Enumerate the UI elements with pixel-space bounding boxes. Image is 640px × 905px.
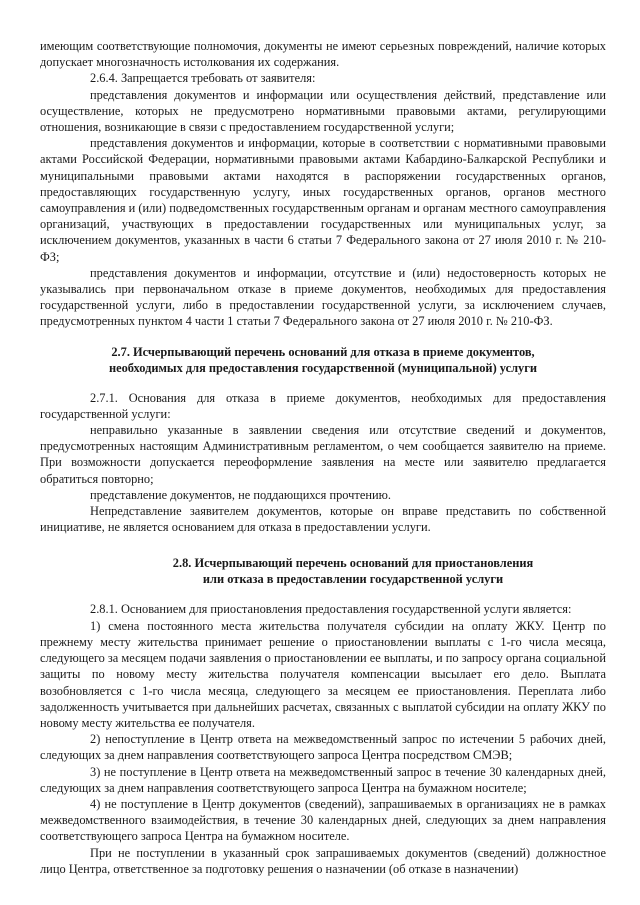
- item-2-8-1: 2.8.1. Основанием для приостановления предоставления государственной услуги является:: [90, 602, 572, 617]
- section-heading-line: 2.8. Исчерпывающий перечень оснований для приостановления: [172, 556, 534, 571]
- paragraph: При не поступлении в указанный срок запрашиваемых документов (сведений) должностное лицо Центра, ответственное за подготовку решения о назначении (об отказе в назначении): [40, 845, 606, 876]
- paragraph: неправильно указанные в заявлении сведения или отсутствие сведений и документов, предусмотренных настоящим Административным регламентом, о чем сообщается заявителю на приеме. При возможности допускается переоформление заявления на месте или заявителю предлагается обратиться повторно;: [40, 423, 606, 486]
- item-2-6-4: 2.6.4. Запрещается требовать от заявителя:: [90, 71, 316, 86]
- section-2-7-heading: [40, 344, 606, 376]
- section-heading-line: необходимых для предоставления государственной (муниципальной) услуги: [108, 360, 538, 375]
- section-heading-line: 2.7. Исчерпывающий перечень оснований для отказа в приеме документов,: [111, 344, 535, 359]
- continuation-paragraph: имеющим соответствующие полномочия, документы не имеют серьезных повреждений, наличие которых допускает многозначность истолкования их содержания.: [40, 39, 606, 70]
- paragraph: 2) непоступление в Центр ответа на межведомственный запрос по истечении 5 рабочих дней, следующих за днем направления соответствующего запроса Центра посредством СМЭВ;: [40, 732, 606, 763]
- paragraph: Непредставление заявителем документов, которые он вправе представить по собственной инициативе, не является основанием для отказа в предоставлении услуги.: [40, 504, 606, 535]
- section-2-8-heading: [40, 555, 606, 587]
- section-heading-line: или отказа в предоставлении государственной услуги: [202, 572, 504, 587]
- paragraph: представления документов и информации или осуществления действий, представление или осуществление, которых не предусмотрено нормативными правовыми актами, регулирующими отношения, возникающие в связи с предоставлением государственной услуги;: [40, 87, 606, 135]
- paragraph: представления документов и информации, отсутствие и (или) недостоверность которых не указывались при первоначальном отказе в приеме документов, необходимых для предоставления государственной услуги, либо в предоставлении государственной услуги, за исключением случаев, предусмотренных пунктом 4 части 1 статьи 7 Федерального закона от 27 июля 2010 г. № 210-ФЗ.: [40, 265, 606, 329]
- paragraph: 3) не поступление в Центр ответа на межведомственный запрос в течение 30 календарных дней, следующих за днем направления соответствующего запроса Центра на бумажном носителе;: [40, 764, 606, 795]
- paragraph: представление документов, не поддающихся прочтению.: [90, 487, 391, 502]
- paragraph: представления документов и информации, которые в соответствии с нормативными правовыми актами Российской Федерации, нормативными правовыми актами Кабардино-Балкарской Республики и муниципальными правовыми актами находятся в распоряжении государственных органов, предоставляющих государственную услугу, иных государственных органов, органов местного самоуправления и (или) подведомственных государственным органам и органам местного самоуправления организаций, участвующих в предоставлении государственных или муниципальных услуг, за исключением документов, указанных в части 6 статьи 7 Федерального закона от 27 июля 2010 г. № 210-ФЗ;: [40, 136, 606, 264]
- paragraph: 4) не поступление в Центр документов (сведений), запрашиваемых в организациях не в рамках межведомственного взаимодействия, в течение 30 календарных дней, следующих за днем направления соответствующего запроса Центра на бумажном носителе.: [40, 796, 606, 844]
- item-2-7-1: 2.7.1. Основания для отказа в приеме документов, необходимых для предоставления государственной услуги:: [40, 390, 606, 421]
- paragraph: 1) смена постоянного места жительства получателя субсидии на оплату ЖКУ. Центр по прежнему месту жительства принимает решение о приостановлении выплаты с 1-го числа месяца, следующего за месяцем подачи заявления о приостановлении ее выплаты, и по запросу органа социальной защиты по новому месту жительства получателя компенсации высылает его дело. Выплата возобновляется с 1-го числа месяца, следующего за месяцем ее приостановления. Переплата либо задолженность учитывается при дальнейших расчетах, связанных с выплатой субсидии на оплату ЖКУ по новому месту жительства ее получателя.: [40, 618, 606, 730]
